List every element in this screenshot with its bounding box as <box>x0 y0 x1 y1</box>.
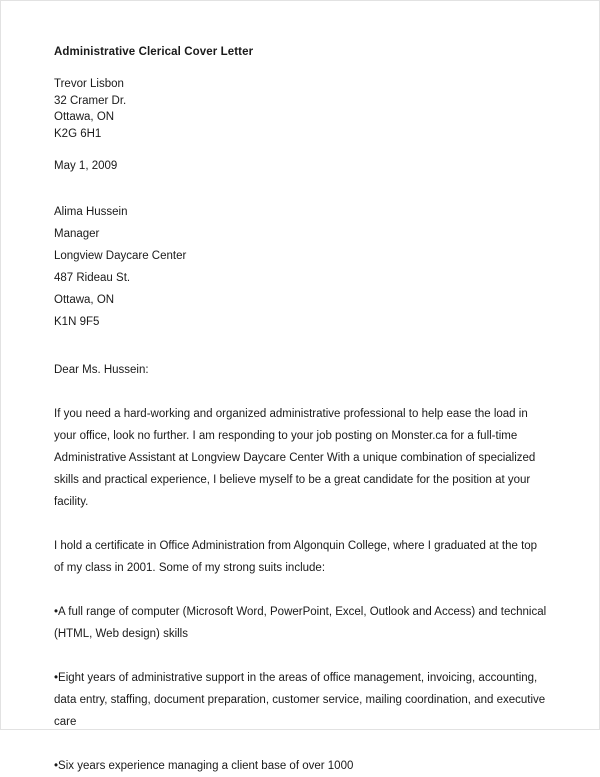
recipient-address-block <box>54 201 549 333</box>
recipient-address-line: Ottawa, ON <box>54 293 115 306</box>
qualification-bullet: •Six years experience managing a client base of over 1000 <box>54 759 354 772</box>
recipient-address-line: K1N 9F5 <box>54 315 100 328</box>
qualification-bullet: •Eight years of administrative support in the areas of office management, invoicing, accounting, data entry, staffing, document preparation, customer service, mailing coordination, and executive care <box>54 671 546 728</box>
sender-address-line: 32 Cramer Dr. <box>54 94 127 107</box>
body-paragraph: If you need a hard-working and organized administrative professional to help ease the load in your office, look no further. I am responding to your job posting on Monster.ca for a full-time Administrative Assistant at Longview Daycare Center With a unique combination of specialized skills and practical experience, I believe myself to be a great candidate for the position at your facility. <box>54 407 536 508</box>
letter-date: May 1, 2009 <box>54 160 118 172</box>
sender-address-line: Ottawa, ON <box>54 111 115 123</box>
recipient-address-line: Longview Daycare Center <box>54 249 187 262</box>
salutation: Dear Ms. Hussein: <box>54 363 149 376</box>
sender-address-line: Trevor Lisbon <box>54 78 124 90</box>
recipient-address-line: 487 Rideau St. <box>54 271 131 284</box>
sender-address-line: K2G 6H1 <box>54 127 102 140</box>
recipient-address-line: Manager <box>54 227 100 240</box>
recipient-address-line: Alima Hussein <box>54 205 128 218</box>
page-title: Administrative Clerical Cover Letter <box>54 46 254 58</box>
body-paragraph: I hold a certificate in Office Administration from Algonquin College, where I graduated at the top of my class in 2001. Some of my strong suits include: <box>54 539 538 574</box>
sender-address-block <box>54 76 549 175</box>
qualification-bullet: •A full range of computer (Microsoft Word, PowerPoint, Excel, Outlook and Access) and technical (HTML, Web design) skills <box>54 605 547 640</box>
